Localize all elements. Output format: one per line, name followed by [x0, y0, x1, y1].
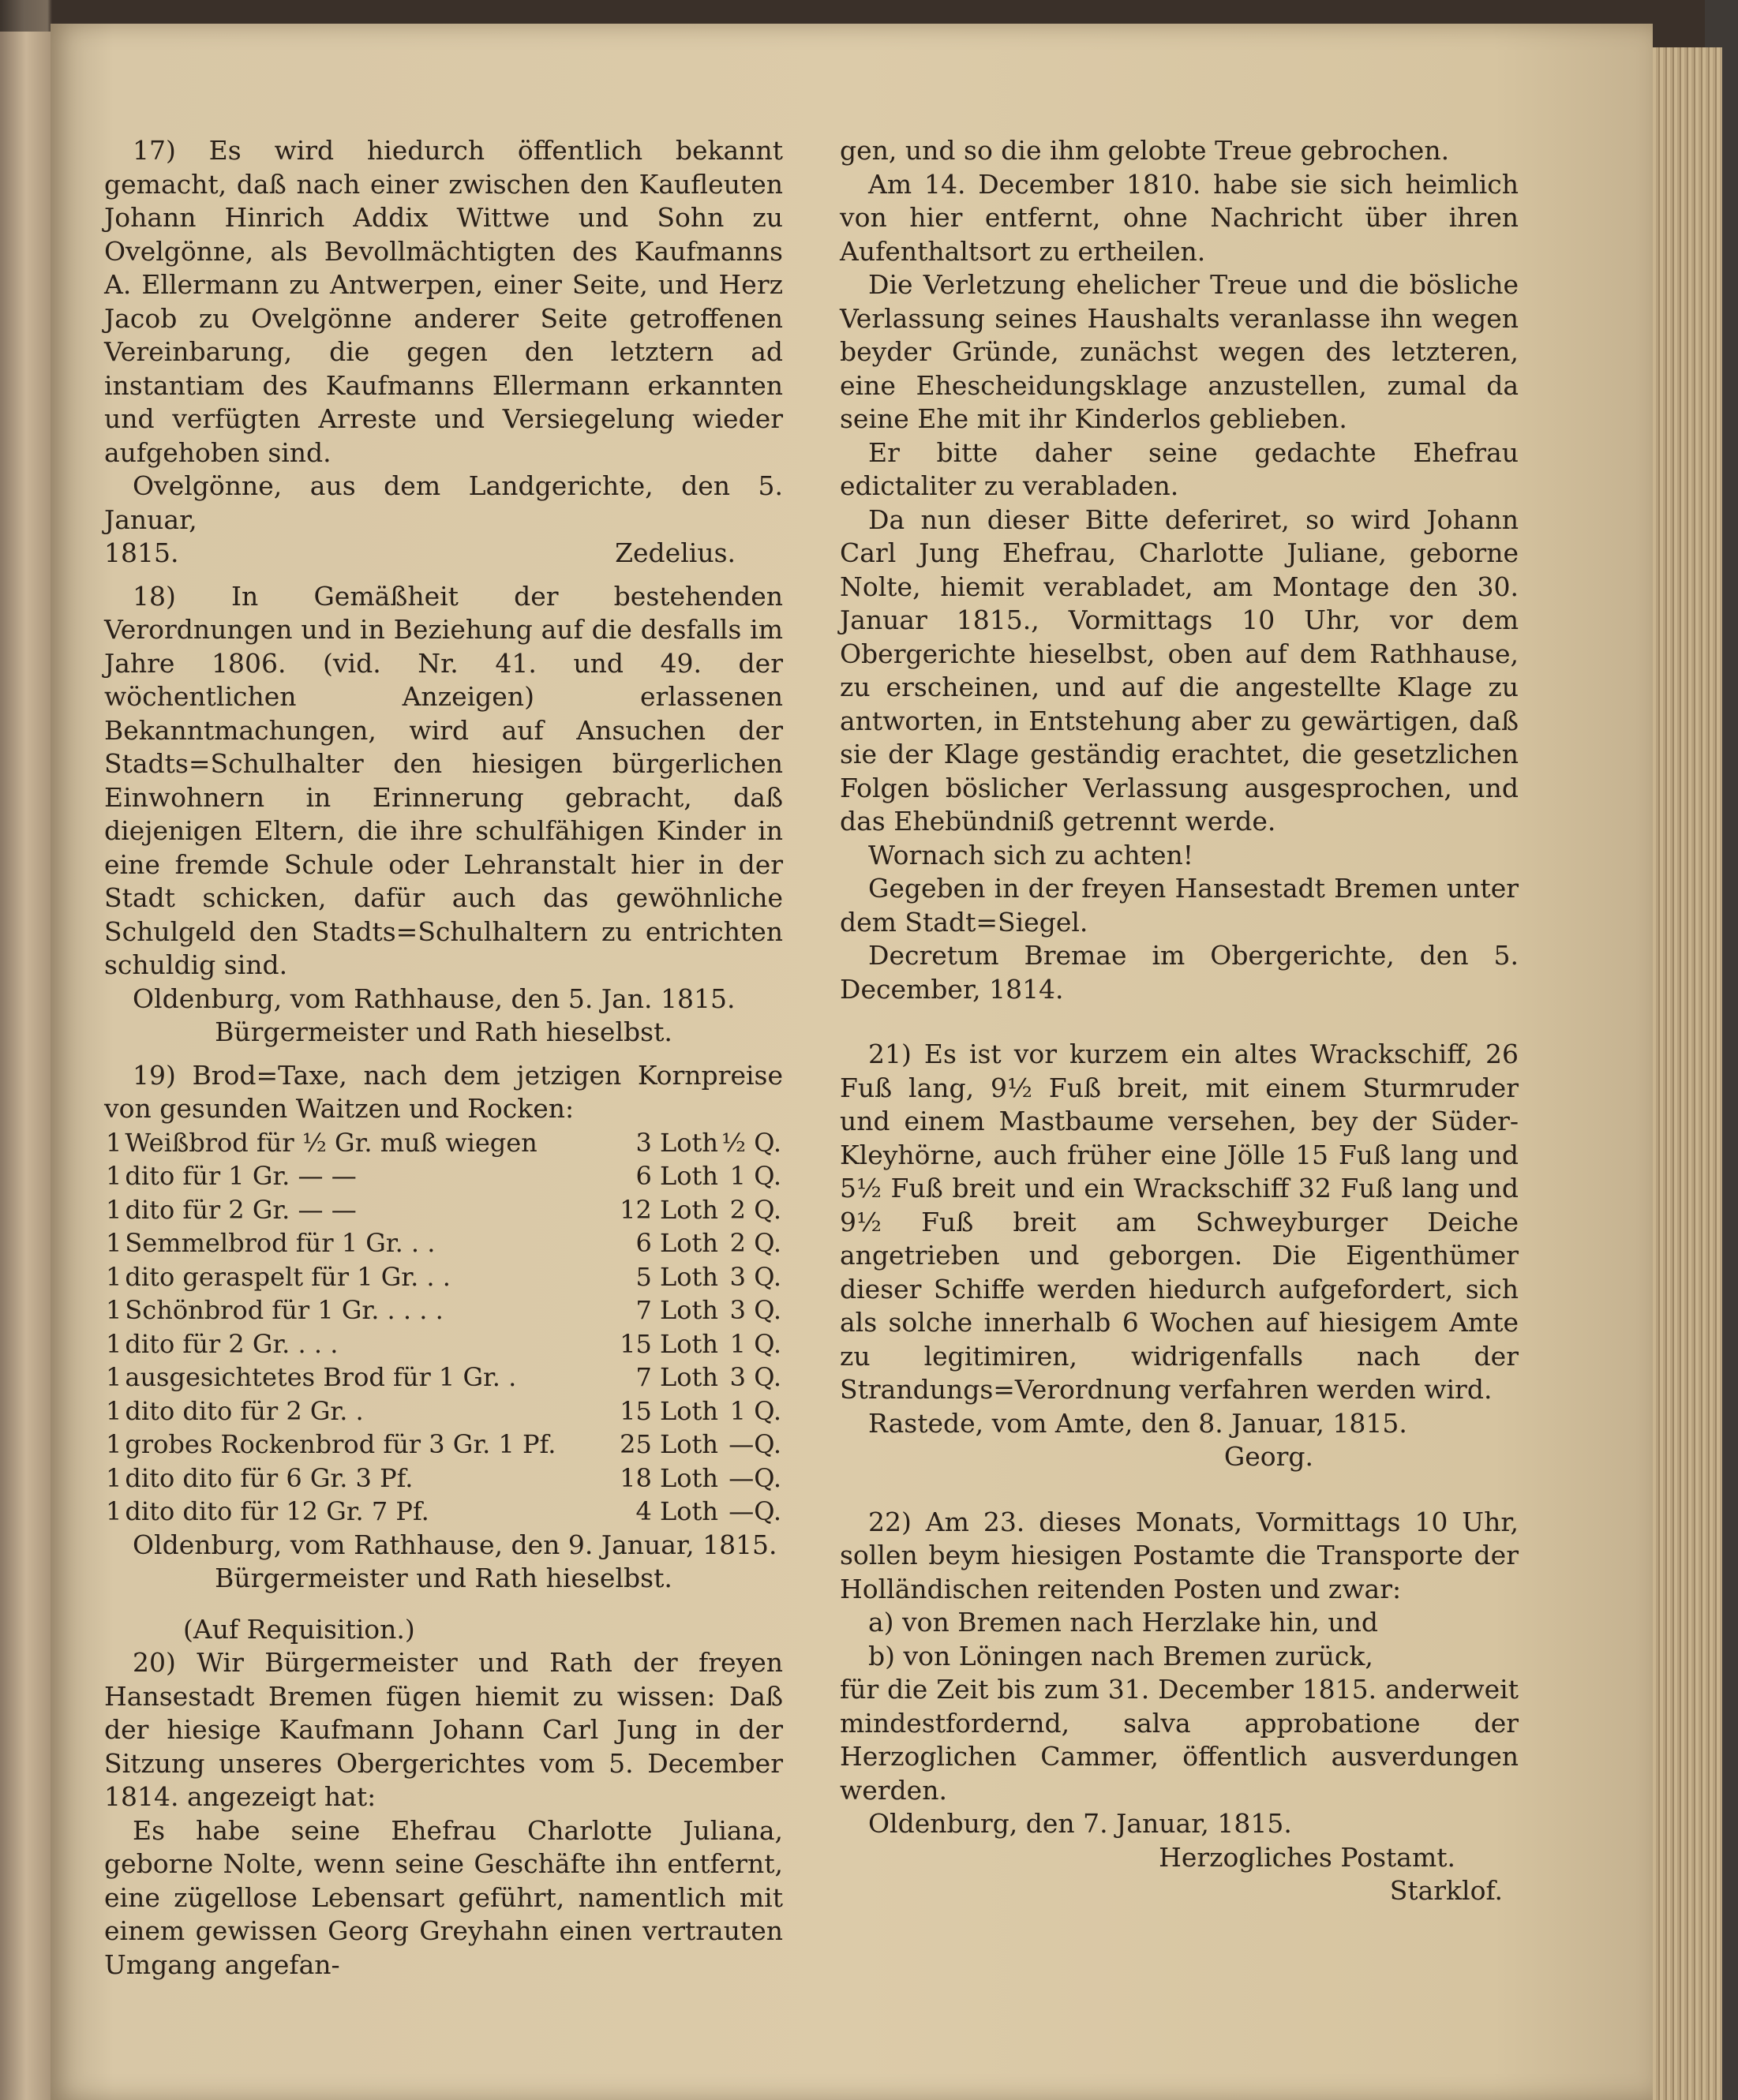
bread-count: 1: [106, 1228, 122, 1258]
requisition-heading: (Auf Requisition.): [183, 1613, 415, 1645]
bread-description: Weißbrod für ½ Gr. muß wiegen: [125, 1127, 538, 1158]
bread-count: 1: [106, 1362, 122, 1392]
bread-quentin: —Q.: [729, 1462, 781, 1493]
notice-20-cont-1: gen, und so die ihm gelobte Treue gebrochen.: [840, 135, 1450, 166]
bread-description: dito dito für 2 Gr. .: [125, 1395, 364, 1426]
bread-row: [104, 1293, 783, 1327]
notice-22-b: b) von Löningen nach Bremen zurück,: [868, 1640, 1373, 1671]
bread-row: [104, 1260, 783, 1294]
previous-page-edge: [0, 32, 52, 2100]
notice-17-place: Ovelgönne, aus dem Landgerichte, den 5. Januar,: [104, 470, 783, 535]
bread-quentin: —Q.: [729, 1429, 781, 1459]
notice-18-signature: Bürgermeister und Rath hieselbst.: [215, 1016, 672, 1047]
bread-row: [104, 1462, 783, 1495]
bread-quentin: 2 Q.: [729, 1194, 781, 1225]
bread-description: dito geraspelt für 1 Gr. . .: [125, 1261, 451, 1292]
notice-20-cont-5: Da nun dieser Bitte deferiret, so wird Johann Carl Jung Ehefrau, Charlotte Juliane, geborne Nolte, hiemit verabladet, am Montage den 30. Januar 1815., Vormittags 10 Uhr, vor dem Obergerichte hieselbst, oben auf dem Rathhause, zu erscheinen, und auf die angestellte Klage zu antworten, in Entstehung aber zu gewärtigen, daß sie der Klage geständig erachtet, die gesetzlichen Folgen böslicher Verlassung ausgesprochen, und das Ehebündniß getrennt werde.: [840, 503, 1519, 837]
notice-20: 20) Wir Bürgermeister und Rath der freyen Hansestadt Bremen fügen hiemit zu wissen: Daß der hiesige Kaufmann Johann Carl Jung in der Sitzung unseres Obergerichtes vom 5. December 1814. angezeigt hat:: [104, 1647, 783, 1812]
bread-quentin: 3 Q.: [729, 1261, 781, 1292]
bread-weight: 4 Loth: [635, 1496, 718, 1526]
bread-quentin: 1 Q.: [729, 1395, 781, 1426]
bread-description: dito für 1 Gr. — —: [125, 1161, 357, 1191]
bread-weight: 6 Loth: [635, 1228, 718, 1258]
notice-22-c: für die Zeit bis zum 31. December 1815. anderweit mindestfordernd, salva approbatione der Herzoglichen Cammer, öffentlich ausverdungen werden.: [840, 1674, 1519, 1806]
notice-17-signature: Zedelius.: [615, 537, 736, 568]
bread-quentin: ½ Q.: [721, 1127, 781, 1158]
bread-quentin: 1 Q.: [729, 1161, 781, 1191]
notice-20-cont-6: Wornach sich zu achten!: [868, 839, 1194, 870]
bread-count: 1: [106, 1395, 122, 1426]
bread-weight: 6 Loth: [635, 1161, 718, 1191]
notice-20-continued: Es habe seine Ehefrau Charlotte Juliana, geborne Nolte, wenn seine Geschäfte ihn entfernt, eine zügellose Lebensart geführt, namentlich mit einem gewissen Georg Greyhahn einen vertrauten Umgang angefan-: [104, 1814, 783, 1980]
bread-count: 1: [106, 1295, 122, 1325]
bread-description: Schönbrod für 1 Gr. . . . .: [125, 1295, 444, 1325]
notice-21-signature: Georg.: [1223, 1441, 1313, 1472]
bread-weight: 7 Loth: [635, 1362, 718, 1392]
bread-quentin: 3 Q.: [729, 1362, 781, 1392]
notice-20-cont-7: Gegeben in der freyen Hansestadt Bremen unter dem Stadt=Siegel.: [840, 873, 1519, 938]
left-column: [104, 134, 783, 1982]
bread-count: 1: [106, 1194, 122, 1225]
bread-weight: 5 Loth: [635, 1261, 718, 1292]
bread-description: dito dito für 6 Gr. 3 Pf.: [125, 1462, 414, 1493]
bread-row: [104, 1193, 783, 1227]
notice-19-signature: Bürgermeister und Rath hieselbst.: [215, 1563, 672, 1593]
bread-description: ausgesichtetes Brod für 1 Gr. .: [125, 1362, 517, 1392]
notice-22-place: Oldenburg, den 7. Januar, 1815.: [868, 1808, 1292, 1839]
notice-22: 22) Am 23. dieses Monats, Vormittags 10 Uhr, sollen beym hiesigen Postamte die Transporte der Holländischen reitenden Posten und zwar:: [840, 1506, 1519, 1604]
bread-row: [104, 1126, 783, 1160]
bread-description: Semmelbrod für 1 Gr. . .: [125, 1228, 436, 1258]
bread-weight: 3 Loth: [635, 1127, 718, 1158]
notice-21-place: Rastede, vom Amte, den 8. Januar, 1815.: [868, 1407, 1407, 1439]
notice-22-a: a) von Bremen nach Herzlake hin, und: [868, 1607, 1378, 1638]
bread-count: 1: [106, 1328, 122, 1359]
bread-weight: 18 Loth: [620, 1462, 718, 1493]
notice-19-place: Oldenburg, vom Rathhause, den 9. Januar, 1815.: [133, 1529, 777, 1560]
notice-17: 17) Es wird hiedurch öffentlich bekannt gemacht, daß nach einer zwischen den Kaufleuten Johann Hinrich Addix Wittwe und Sohn zu Ovelgönne, als Bevollmächtigten des Kaufmanns A. Ellermann zu Antwerpen, einer Seite, und Herz Jacob zu Ovelgönne anderer Seite getroffenen Vereinbarung, die gegen den letztern ad instantiam des Kaufmanns Ellermann erkannten und verfügten Arreste und Versiegelung wieder aufgehoben sind.: [104, 135, 783, 468]
bread-count: 1: [106, 1127, 122, 1158]
notice-19-intro: 19) Brod=Taxe, nach dem jetzigen Kornpreise von gesunden Waitzen und Rocken:: [104, 1059, 783, 1124]
bread-weight: 15 Loth: [620, 1395, 718, 1426]
bread-row: [104, 1159, 783, 1193]
bread-description: dito für 2 Gr. . . .: [125, 1328, 339, 1359]
notice-17-year: 1815.: [104, 537, 179, 568]
bread-row: [104, 1428, 783, 1462]
bread-quentin: 3 Q.: [729, 1295, 781, 1325]
notice-22-office: Herzogliches Postamt.: [1159, 1841, 1455, 1873]
bread-weight: 12 Loth: [620, 1194, 718, 1225]
newspaper-page: [51, 24, 1653, 2100]
bread-weight: 15 Loth: [620, 1328, 718, 1359]
bread-count: 1: [106, 1429, 122, 1459]
notice-20-cont-3: Die Verletzung ehelicher Treue und die bösliche Verlassung seines Haushalts veranlasse ihn wegen beyder Gründe, zunächst wegen des letzteren, eine Ehescheidungsklage anzustellen, zumal da seine Ehe mit ihr Kinderlos geblieben.: [840, 269, 1519, 434]
notice-20-cont-2: Am 14. December 1810. habe sie sich heimlich von hier entfernt, ohne Nachricht über ihren Aufenthaltsort zu ertheilen.: [840, 168, 1519, 267]
notice-18-place: Oldenburg, vom Rathhause, den 5. Jan. 1815.: [133, 983, 736, 1014]
bread-quentin: 1 Q.: [729, 1328, 781, 1359]
notice-20-cont-8: Decretum Bremae im Obergerichte, den 5. December, 1814.: [840, 940, 1519, 1005]
bread-row: [104, 1361, 783, 1394]
bread-row: [104, 1394, 783, 1428]
bread-description: grobes Rockenbrod für 3 Gr. 1 Pf.: [125, 1429, 556, 1459]
notice-20-cont-4: Er bitte daher seine gedachte Ehefrau edictaliter zu verabladen.: [840, 436, 1519, 501]
notice-22-signature: Starklof.: [1389, 1875, 1503, 1906]
bread-weight: 25 Loth: [620, 1429, 718, 1459]
bread-count: 1: [106, 1161, 122, 1191]
bread-count: 1: [106, 1496, 122, 1526]
bread-row: [104, 1495, 783, 1529]
notice-17-footer: [104, 537, 783, 571]
notice-18: 18) In Gemäßheit der bestehenden Verordnungen und in Beziehung auf die desfalls im Jahre 1806. (vid. Nr. 41. und 49. der wöchentlichen Anzeigen) erlassenen Bekanntmachungen, wird auf Ansuchen der Stadts=Schulhalter den hiesigen bürgerlichen Einwohnern in Erinnerung gebracht, daß diejenigen Eltern, die ihre schulfähigen Kinder in eine fremde Schule oder Lehranstalt hier in der Stadt schicken, dafür auch das gewöhnliche Schulgeld den Stadts=Schulhaltern zu entrichten schuldig sind.: [104, 580, 783, 980]
bread-weight: 7 Loth: [635, 1295, 718, 1325]
bread-quentin: 2 Q.: [729, 1228, 781, 1258]
bread-count: 1: [106, 1261, 122, 1292]
bread-quentin: —Q.: [729, 1496, 781, 1526]
bread-description: dito für 2 Gr. — —: [125, 1194, 357, 1225]
bread-description: dito dito für 12 Gr. 7 Pf.: [125, 1496, 429, 1526]
bread-price-table: [104, 1126, 783, 1529]
notice-21: 21) Es ist vor kurzem ein altes Wrackschiff, 26 Fuß lang, 9½ Fuß breit, mit einem Sturmruder und einem Mastbaume versehen, bey der Süder-Kleyhörne, auch früher eine Jölle 15 Fuß lang und 5½ Fuß breit und ein Wrackschiff 32 Fuß lang und 9½ Fuß breit am Schweyburger Deiche angetrieben und geborgen. Die Eigenthümer dieser Schiffe werden hiedurch aufgefordert, sich als solche innerhalb 6 Wochen auf hiesigem Amte zu legitimiren, widrigenfalls nach der Strandungs=Verordnung verfahren werden wird.: [840, 1039, 1519, 1405]
bread-row: [104, 1226, 783, 1260]
right-column: [840, 134, 1519, 1908]
bread-count: 1: [106, 1462, 122, 1493]
bread-row: [104, 1327, 783, 1361]
